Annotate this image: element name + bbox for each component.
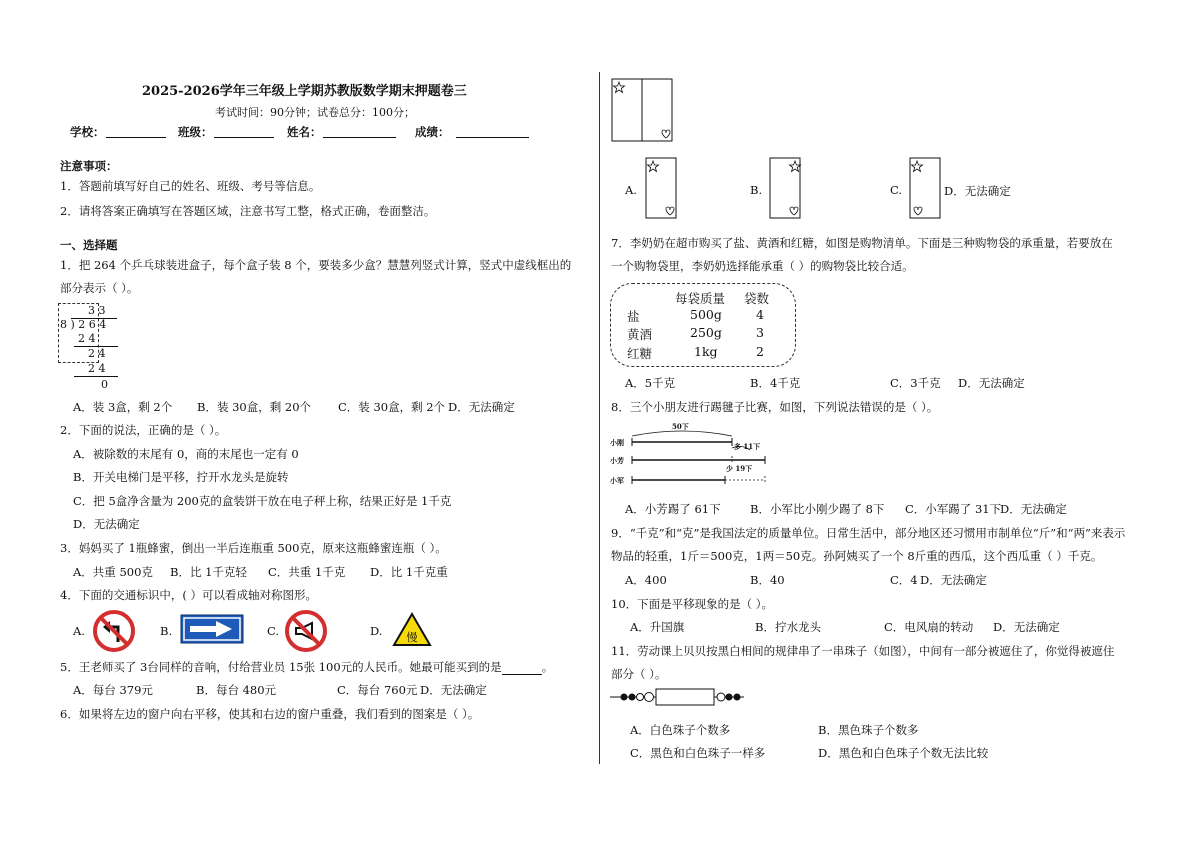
q4-option-d-label[interactable]: D. bbox=[370, 624, 383, 638]
label-more-11: 多 11下 bbox=[734, 442, 761, 451]
q1-option-c[interactable]: C．装 30盒，剩 2个 bbox=[338, 400, 446, 414]
q8-option-d[interactable]: D．无法确定 bbox=[1000, 502, 1067, 516]
q9-stem: 9．“千克”和“克”是我国法定的质量单位。日常生活中，部分地区还习惯用市制单位“斤”和“两”来表示 bbox=[611, 526, 1126, 540]
q11-stem: 部分（ ）。 bbox=[611, 667, 667, 681]
covered-section bbox=[656, 689, 714, 705]
q10-option-d[interactable]: D．无法确定 bbox=[993, 620, 1060, 634]
label-less-19: 少 19下 bbox=[726, 464, 753, 473]
q11-option-c[interactable]: C．黑色和白色珠子一样多 bbox=[630, 746, 766, 760]
window-figure bbox=[611, 78, 675, 144]
dividend-row: 8 ) 2 6 4 bbox=[60, 318, 107, 331]
q7-stem: 一个购物袋里，李奶奶选择能承重（ ）的购物袋比较合适。 bbox=[611, 259, 914, 273]
q1-stem: 部分表示（ ）。 bbox=[60, 281, 139, 295]
column-divider bbox=[599, 72, 600, 764]
q9-option-b[interactable]: B．40 bbox=[750, 573, 785, 587]
q6-option-c-label[interactable]: C. bbox=[890, 183, 903, 197]
q1-stem: 1．把 264 个乒乓球装进盒子，每个盒子装 8 个，要装多少盒？慧慧列竖式计算，竖式中虚线框出的 bbox=[60, 258, 572, 272]
q5-stem: 5．王老师买了 3台同样的音响，付给营业员 15张 100元的人民币。她最可能买到的是 。 bbox=[60, 660, 554, 674]
remainder: 0 bbox=[101, 378, 108, 391]
q9-option-c[interactable]: C．4 bbox=[890, 573, 918, 587]
q4-option-b-label[interactable]: B. bbox=[160, 624, 173, 638]
table-item: 盐 bbox=[627, 309, 640, 324]
q7-option-b[interactable]: B．4千克 bbox=[750, 376, 801, 390]
bead-string-figure bbox=[608, 686, 746, 706]
q6-option-b-label[interactable]: B. bbox=[750, 183, 763, 197]
q11-stem: 11．劳动课上贝贝按黑白相间的规律串了一串珠子（如图），中间有一部分被遮住了，你觉得被遮住 bbox=[611, 644, 1115, 658]
table-count: 4 bbox=[756, 307, 764, 322]
segment-lines bbox=[610, 422, 780, 488]
q10-option-a[interactable]: A．升国旗 bbox=[630, 620, 685, 634]
q10-option-c[interactable]: C．电风扇的转动 bbox=[884, 620, 974, 634]
q2-option-a[interactable]: A．被除数的末尾有 0，商的末尾也一定有 0 bbox=[73, 447, 299, 461]
q10-option-b[interactable]: B．拧水龙头 bbox=[755, 620, 821, 634]
division-step: 2 4 bbox=[88, 362, 106, 375]
q4-stem: 4．下面的交通标识中，( ）可以看成轴对称图形。 bbox=[60, 588, 317, 602]
division-line bbox=[74, 376, 118, 377]
q10-stem: 10．下面是平移现象的是（ ）。 bbox=[611, 597, 774, 611]
slow-sign-text: 慢 bbox=[406, 631, 418, 644]
table-count: 3 bbox=[756, 325, 764, 340]
quotient: 3 3 bbox=[88, 304, 106, 317]
section-heading: 一、选择题 bbox=[60, 238, 118, 252]
q1-option-a[interactable]: A．装 3盒，剩 2个 bbox=[73, 400, 173, 414]
q2-stem: 2．下面的说法，正确的是（ ）。 bbox=[60, 423, 227, 437]
name-xiaofang: 小芳 bbox=[610, 456, 624, 465]
q7-option-d[interactable]: D．无法确定 bbox=[958, 376, 1025, 390]
q2-option-d[interactable]: D．无法确定 bbox=[73, 517, 140, 531]
note-item: 1．答题前填写好自己的姓名、班级、考号等信息。 bbox=[60, 179, 321, 193]
q5-option-c[interactable]: C．每台 760元 bbox=[337, 683, 418, 697]
q3-option-c[interactable]: C．共重 1千克 bbox=[268, 565, 346, 579]
q5-option-b[interactable]: B．每台 480元 bbox=[196, 683, 277, 697]
name-label: 姓名： bbox=[287, 125, 322, 139]
q8-option-a[interactable]: A．小芳踢了 61下 bbox=[625, 502, 721, 516]
right-arrow-sign-icon[interactable] bbox=[180, 614, 244, 644]
q3-option-a[interactable]: A．共重 500克 bbox=[73, 565, 153, 579]
no-honking-sign-icon[interactable] bbox=[284, 609, 328, 653]
table-mass: 500g bbox=[690, 307, 722, 322]
q8-option-b[interactable]: B．小军比小刚少踢了 8下 bbox=[750, 502, 885, 516]
q3-option-b[interactable]: B．比 1千克轻 bbox=[170, 565, 247, 579]
no-left-turn-sign-icon[interactable] bbox=[92, 609, 136, 653]
q1-option-d[interactable]: D．无法确定 bbox=[448, 400, 515, 414]
q5-option-a[interactable]: A．每台 379元 bbox=[73, 683, 153, 697]
notes-heading: 注意事项： bbox=[60, 159, 118, 173]
q1-option-b[interactable]: B．装 30盒，剩 20个 bbox=[197, 400, 312, 414]
exam-info: 考试时间：90分钟；试卷总分：100分； bbox=[215, 106, 415, 119]
q9-option-a[interactable]: A．400 bbox=[625, 573, 667, 587]
division-step: 2 4 bbox=[78, 332, 96, 345]
table-mass: 250g bbox=[690, 325, 722, 340]
division-step: 2 4 bbox=[88, 347, 106, 360]
long-division bbox=[58, 302, 128, 392]
q5-answer-blank[interactable] bbox=[502, 662, 542, 675]
note-item: 2．请将答案正确填写在答题区域，注意书写工整，格式正确，卷面整洁。 bbox=[60, 204, 436, 218]
name-xiaogang: 小刚 bbox=[610, 438, 624, 447]
table-item: 黄酒 bbox=[627, 327, 653, 342]
q8-stem: 8．三个小朋友进行踢毽子比赛，如图，下列说法错误的是（ ）。 bbox=[611, 400, 939, 414]
q7-stem: 7．李奶奶在超市购买了盐、黄酒和红糖，如图是购物清单。下面是三种购物袋的承重量，若要放在 bbox=[611, 236, 1113, 250]
q2-option-c[interactable]: C．把 5盒净含量为 200克的盒装饼干放在电子秤上称，结果正好是 1千克 bbox=[73, 494, 452, 508]
q11-option-a[interactable]: A．白色珠子个数多 bbox=[630, 723, 731, 737]
line-segment-diagram bbox=[610, 422, 780, 488]
school-field[interactable] bbox=[106, 125, 166, 138]
q6-option-b-figure[interactable] bbox=[769, 157, 803, 221]
table-mass: 1kg bbox=[694, 344, 718, 359]
q3-option-d[interactable]: D．比 1千克重 bbox=[370, 565, 448, 579]
q6-stem: 6．如果将左边的窗户向右平移，使其和右边的窗户重叠，我们看到的图案是（ ）。 bbox=[60, 707, 480, 721]
q5-option-d[interactable]: D．无法确定 bbox=[420, 683, 487, 697]
q6-option-d[interactable]: D．无法确定 bbox=[944, 184, 1011, 198]
q2-option-b[interactable]: B．开关电梯门是平移，拧开水龙头是旋转 bbox=[73, 470, 289, 484]
name-field[interactable] bbox=[323, 125, 396, 138]
slow-warning-sign-icon[interactable] bbox=[392, 612, 432, 648]
name-xiaojun: 小军 bbox=[610, 476, 624, 485]
q6-option-c-figure[interactable] bbox=[909, 157, 943, 221]
table-item: 红糖 bbox=[627, 346, 653, 361]
score-label: 成绩： bbox=[415, 125, 450, 139]
table-header-count: 袋数 bbox=[744, 291, 770, 306]
table-count: 2 bbox=[756, 344, 764, 359]
score-field[interactable] bbox=[456, 125, 529, 138]
q6-option-a-figure[interactable] bbox=[645, 157, 679, 221]
class-field[interactable] bbox=[214, 125, 274, 138]
q4-option-a-label[interactable]: A. bbox=[73, 624, 85, 638]
q11-option-d[interactable]: D．黑色和白色珠子个数无法比较 bbox=[818, 746, 989, 760]
q6-option-a-label[interactable]: A. bbox=[625, 183, 637, 197]
q7-option-c[interactable]: C．3千克 bbox=[890, 376, 941, 390]
q7-option-a[interactable]: A．5千克 bbox=[625, 376, 676, 390]
q4-option-c-label[interactable]: C. bbox=[267, 624, 280, 638]
class-label: 班级： bbox=[178, 125, 213, 139]
q5-stem-text: 5．王老师买了 3台同样的音响，付给营业员 15张 100元的人民币。她最可能买到的是 bbox=[60, 660, 502, 674]
q9-option-d[interactable]: D．无法确定 bbox=[920, 573, 987, 587]
exam-title: 2025-2026学年三年级上学期苏教版数学期末押题卷三 bbox=[142, 84, 467, 99]
label-50: 50下 bbox=[672, 422, 689, 431]
q11-option-b[interactable]: B．黑色珠子个数多 bbox=[818, 723, 919, 737]
school-label: 学校： bbox=[70, 125, 105, 139]
table-header-mass: 每袋质量 bbox=[675, 291, 726, 306]
q8-option-c[interactable]: C．小军踢了 31下 bbox=[905, 502, 1002, 516]
q9-stem: 物品的轻重，1斤＝500克，1两＝50克。孙阿姨买了一个 8斤重的西瓜，这个西瓜重（ ）千克。 bbox=[611, 549, 1103, 563]
q3-stem: 3．妈妈买了 1瓶蜂蜜，倒出一半后连瓶重 500克，原来这瓶蜂蜜连瓶（ ）。 bbox=[60, 541, 447, 555]
